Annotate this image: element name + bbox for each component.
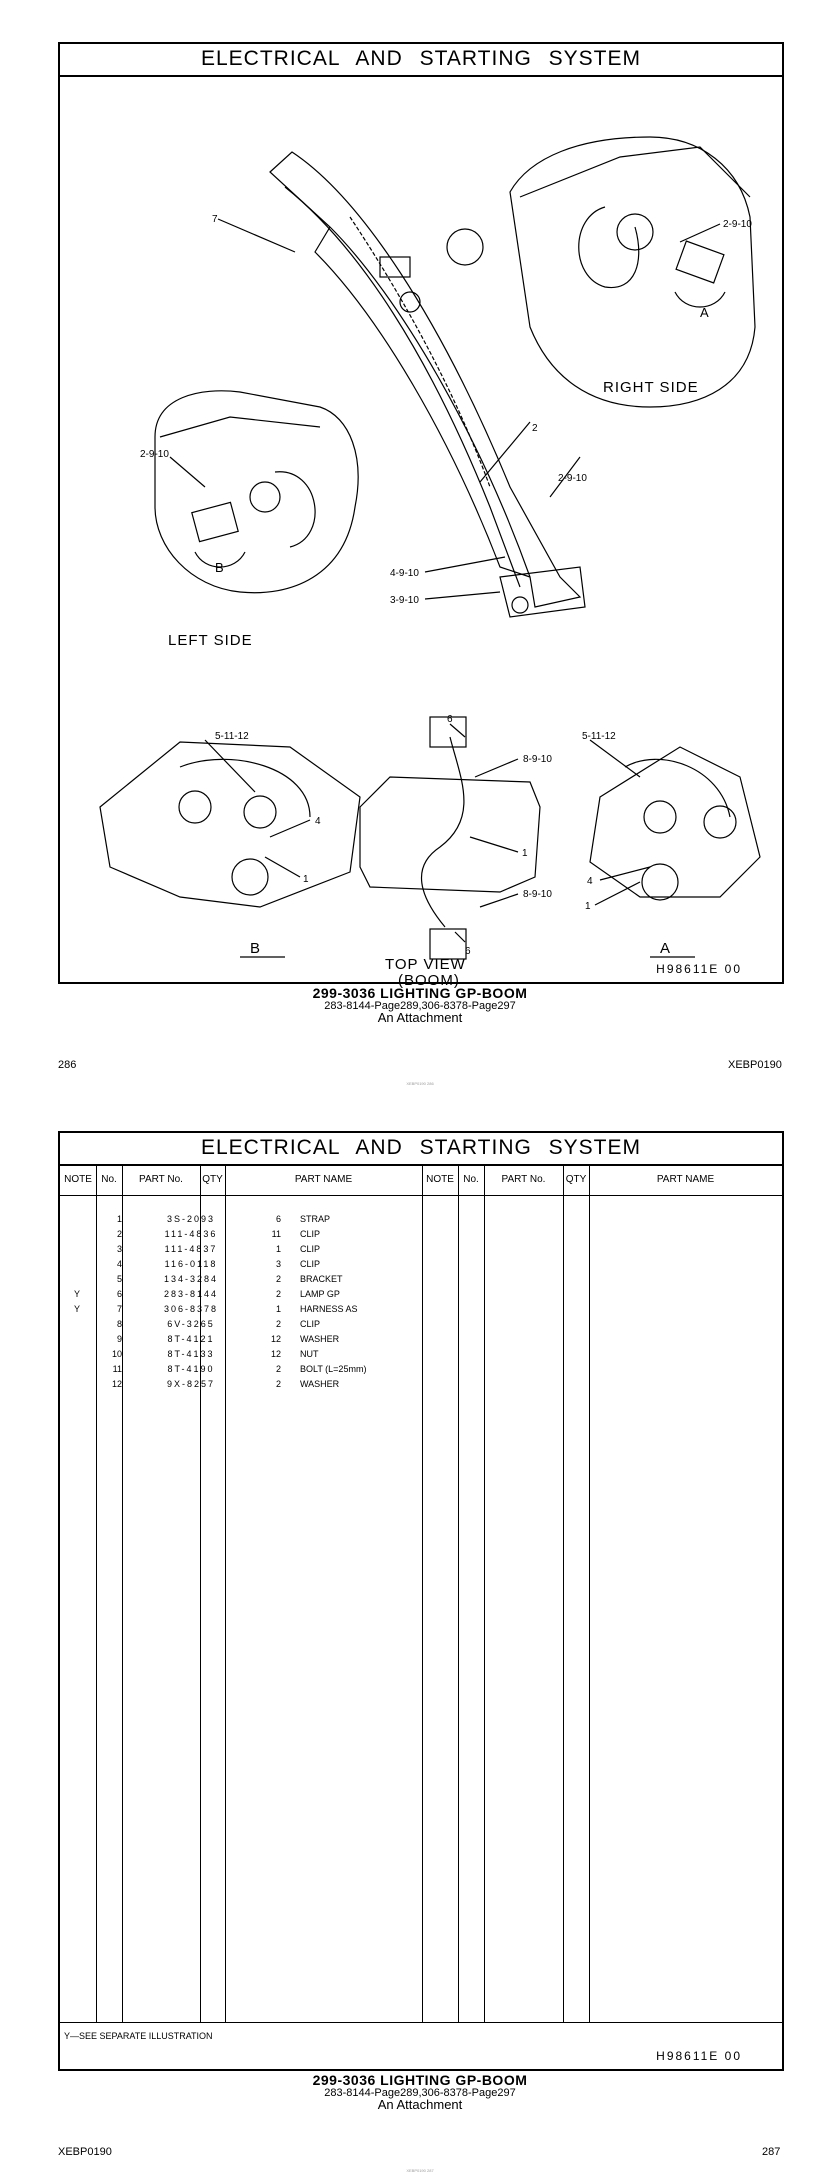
boom-arm-side (315, 227, 530, 577)
page-title: ELECTRICAL AND STARTING SYSTEM (200, 47, 642, 70)
callout-4-9-10: 4-9-10 (390, 568, 419, 579)
boom-foot-pin (512, 597, 528, 613)
boom-hub (400, 292, 420, 312)
callout-2-9-10-mid: 2-9-10 (558, 473, 587, 484)
col-header-note-2: NOTE (426, 1174, 454, 1185)
left-side-detail-top (160, 417, 320, 437)
callout-7: 7 (212, 214, 218, 225)
detail-a-harness (625, 759, 730, 817)
tiny-footer-mark-2: XEBP0190 287 (406, 2168, 434, 2173)
table-row: Y 6 283-8144 2 LAMP GP (73, 1289, 340, 1299)
group-caption-2: 299-3036 LIGHTING GP-BOOM (312, 2072, 528, 2088)
col-header-part-name: PART NAME (294, 1174, 353, 1185)
detail-b-label: B (250, 940, 262, 957)
right-side-lamp (676, 241, 724, 283)
detail-b-lamp-1 (179, 791, 211, 823)
table-row: Y 7 306-8378 1 HARNESS AS (73, 1304, 358, 1314)
col-header-qty: QTY (202, 1174, 223, 1185)
callout-8-9-10-top: 8-9-10 (523, 754, 552, 765)
footnote: Y—SEE SEPARATE ILLUSTRATION (64, 2031, 213, 2041)
illustration-page-frame (58, 42, 784, 989)
page-title-2: ELECTRICAL AND STARTING SYSTEM (200, 1136, 642, 1159)
parts-illustration (60, 77, 782, 989)
right-side-caption: RIGHT SIDE (603, 379, 699, 396)
right-side-boss (579, 207, 639, 288)
group-caption-note-2: An Attachment (377, 2097, 463, 2112)
doc-code-right: XEBP0190 (728, 1059, 782, 1071)
boom-harness (350, 217, 490, 487)
table-row: 5 134-3284 2 BRACKET (116, 1274, 343, 1284)
table-row: 9 8T-4121 12 WASHER (116, 1334, 340, 1344)
left-side-detail-outline (155, 391, 358, 593)
callout-1-left: 1 (303, 874, 309, 885)
table-row: 12 9X-8257 2 WASHER (111, 1379, 340, 1389)
group-caption-note: An Attachment (377, 1010, 463, 1025)
top-view-caption: TOP VIEW (385, 956, 466, 973)
boom-lamp-bracket (380, 257, 410, 277)
col-header-no: No. (101, 1174, 117, 1185)
callout-2-9-10-left: 2-9-10 (140, 449, 169, 460)
illustration-reference: H98611E 00 (656, 962, 742, 976)
callout-8-9-10-bottom: 8-9-10 (523, 889, 552, 900)
table-row: 10 8T-4133 12 NUT (111, 1349, 319, 1359)
boom-arm-outline (270, 152, 580, 607)
detail-b-strap (232, 859, 268, 895)
page-number-left: 286 (58, 1059, 77, 1071)
parts-list-page-frame (58, 1131, 784, 2071)
boom-pin-hole (447, 229, 483, 265)
callout-3-9-10: 3-9-10 (390, 595, 419, 606)
col-header-no-2: No. (463, 1174, 479, 1185)
table-row: 1 3S-2093 6 STRAP (116, 1214, 331, 1224)
detail-a-strap (642, 864, 678, 900)
top-view-boom-outline (360, 777, 540, 892)
callout-2-9-10-right: 2-9-10 (723, 219, 752, 230)
table-row: 3 111-4837 1 CLIP (116, 1244, 321, 1254)
top-view-harness (421, 737, 463, 927)
col-header-part-name-2: PART NAME (656, 1174, 715, 1185)
right-side-bracket (617, 214, 653, 250)
col-header-part-no-2: PART No. (501, 1174, 546, 1185)
tiny-footer-mark: XEBP0190 286 (406, 1081, 434, 1086)
left-side-caption: LEFT SIDE (168, 632, 253, 649)
left-side-lamp (192, 502, 238, 541)
col-header-qty-2: QTY (565, 1174, 587, 1185)
detail-a-lamp-1 (644, 801, 676, 833)
left-side-bracket (250, 482, 280, 512)
illustration-reference-2: H98611E 00 (656, 2049, 742, 2063)
col-header-part-no: PART No. (139, 1174, 183, 1185)
left-side-boss (275, 472, 315, 547)
doc-code-left: XEBP0190 (58, 2146, 112, 2158)
detail-a-label: A (660, 940, 672, 957)
view-b-marker: B (215, 560, 224, 575)
detail-a-lamp-2 (704, 806, 736, 838)
group-caption: 299-3036 LIGHTING GP-BOOM (312, 985, 528, 1001)
col-header-note: NOTE (64, 1174, 92, 1185)
callout-6-top: 6 (447, 714, 453, 725)
callout-5-11-12-left: 5-11-12 (215, 731, 249, 742)
detail-b-lamp-2 (244, 796, 276, 828)
view-a-marker: A (700, 305, 709, 320)
table-row: 4 116-0118 3 CLIP (116, 1259, 321, 1269)
callout-4-left: 4 (315, 816, 321, 827)
boom-arm-inner-edge (285, 187, 520, 587)
callout-2: 2 (532, 423, 538, 434)
top-view-lamp-bottom (430, 929, 466, 959)
group-caption-pages: 283-8144-Page289,306-8378-Page297 (324, 1000, 516, 1012)
callout-1-right: 1 (585, 901, 591, 912)
callout-6-bottom: 6 (465, 946, 471, 957)
group-caption-pages-2: 283-8144-Page289,306-8378-Page297 (324, 2087, 516, 2099)
table-row: 8 6V-3265 2 CLIP (116, 1319, 321, 1329)
callout-1-mid: 1 (522, 848, 528, 859)
top-view-subcaption: (BOOM) (398, 972, 460, 989)
callout-5-11-12-right: 5-11-12 (582, 731, 616, 742)
table-row: 2 111-4836 11 CLIP (116, 1229, 321, 1239)
page-number-right: 287 (762, 2146, 781, 2158)
callout-4-right: 4 (587, 876, 593, 887)
table-row: 11 8T-4190 2 BOLT (L=25mm) (112, 1364, 367, 1374)
